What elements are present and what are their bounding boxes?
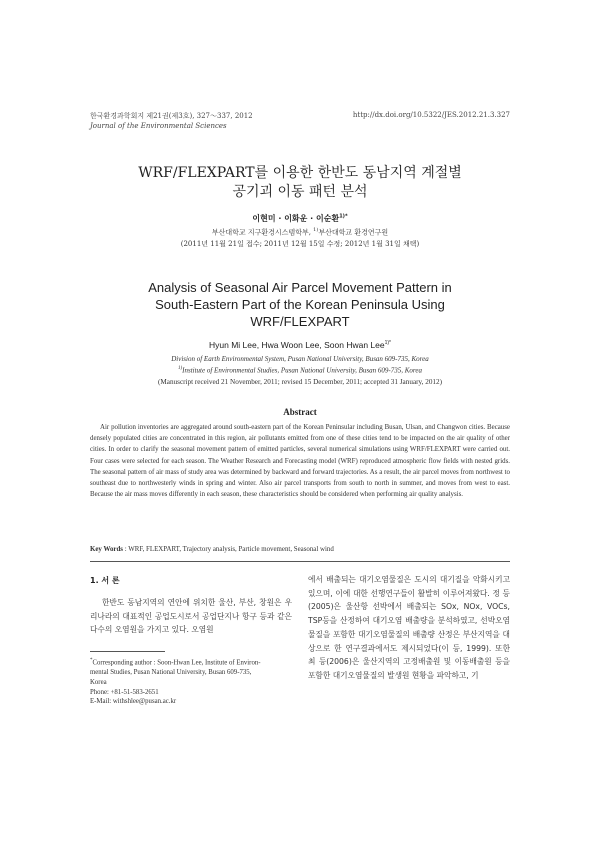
footnote-mark: *: [90, 658, 93, 663]
keywords: [90, 546, 510, 553]
authors-korean-names: 이현미 · 이화운 · 이순환: [252, 214, 340, 223]
title-english-line1: Analysis of Seasonal Air Parcel Movement Pattern in: [148, 280, 452, 295]
footnote-email: E-Mail: withshlee@pusan.ac.kr: [90, 698, 177, 706]
abstract-text: Air pollution inventories are aggregated around south-eastern part of the Korean Peninsular including Busan, Ulsan, and Changwon cities. Because densely populated cities are concentrated in this region, air pollutants emitted from one of these cities tend to be impacted on the air quality of other cities. In order to clarify the seasonal movement pattern of emitted particles, several numerical simulations using WRF/FLEXPART were carried out. Four cases were selected for each season. The Weather Research and Forecasting model (WRF) reproduced atmospheric flow fields with nested grids. The seasonal pattern of air mass of study area was determined by backward and forward trajectories. As a result, the air parcel moves from northwest to southeast due to northwesterly winds in spring and winter. Also air parcel transports from south to north in summer, and moves from west to east. Because the air mass moves differently in each season, these characteristics should be considered when performing air quality analysis.: [90, 424, 510, 499]
footnote-line-1: [90, 656, 295, 668]
affiliation-english-2-text: Institute of Environmental Studies, Pusan National University, Busan 609-735, Korea: [182, 366, 422, 375]
manuscript-dates: (Manuscript received 21 November, 2011; revised 15 December, 2011; accepted 31 January, 2012): [157, 378, 443, 386]
title-english-line3: WRF/FLEXPART: [250, 314, 350, 329]
affiliation-english-2: [0, 366, 600, 374]
section-heading-introduction: 1. 서 론: [90, 576, 120, 585]
keywords-text: : WRF, FLEXPART, Trajectory analysis, Particle movement, Seasonal wind: [123, 546, 334, 553]
title-korean-line1: WRF/FLEXPART를 이용한 한반도 동남지역 계절별: [138, 165, 462, 181]
footnote-corresponding-author: [90, 656, 295, 707]
affiliation-korean-second: 부산대학교 환경연구원: [318, 228, 389, 237]
footnote-line-2: mental Studies, Pusan National University, Busan 609-735,: [90, 669, 252, 677]
affiliation-korean-main: 부산대학교 지구환경시스템학부,: [211, 228, 314, 237]
authors-korean-sup: 1)*: [339, 213, 348, 220]
journal-name-en: Journal of the Environmental Sciences: [90, 122, 227, 130]
affiliation-english-1: Division of Earth Environmental System, Pusan National University, Busan 609-735, Korea: [171, 355, 429, 363]
affiliation-korean: [0, 227, 600, 237]
doi-link[interactable]: http://dx.doi.org/10.5322/JES.2012.21.3.327: [352, 111, 510, 119]
authors-korean: [0, 213, 600, 224]
affiliation-english-2-sup: 1): [178, 366, 183, 371]
section-divider: [90, 561, 510, 562]
authors-english-sup: 1)*: [384, 340, 392, 347]
title-korean-line2: 공기괴 이동 패턴 분석: [232, 184, 368, 200]
keywords-label: Key Words: [90, 546, 123, 553]
intro-paragraph-left: 한반도 동남지역의 연안에 위치한 울산, 부산, 창원은 우리나라의 대표적인 공업도시로서 공업단지나 항구 등과 같은 다수의 오염원을 가지고 있다. 오염원: [90, 598, 292, 635]
footnote-divider: [90, 651, 165, 652]
dates-korean: (2011년 11월 21일 접수; 2011년 12월 15일 수정; 2012년 1월 31일 채택): [180, 240, 420, 248]
footnote-phone: Phone: +81-51-583-2651: [90, 688, 159, 696]
authors-english-names: Hyun Mi Lee, Hwa Woon Lee, Soon Hwan Lee: [208, 340, 385, 350]
footnote-line-1-text: Corresponding author : Soon-Hwan Lee, Institute of Environ-: [92, 659, 261, 667]
affiliation-korean-sup: 1): [313, 227, 319, 233]
footnote-line-3: Korea: [90, 678, 107, 686]
authors-english: [0, 340, 600, 350]
abstract-heading: Abstract: [283, 407, 317, 417]
journal-citation-ko: 한국환경과학회지 제21권(제3호), 327～337, 2012: [90, 112, 253, 120]
intro-paragraph-right: 에서 배출되는 대기오염물질은 도시의 대기질을 악화시키고 있으며, 이에 대한 선행연구들이 활발히 이루어져왔다. 정 등(2005)은 울산항 선박에서 배출되는 SOx, NOx, VOCs, TSP등을 산정하여 대기오염 배출량을 분석하였고, 선박오염물질을 포함한 대기오염물질의 배출량 산정은 부산지역을 대상으로 한 연구결과에서도 제시되었다(이 등, 1999). 또한 최 등(2006)은 울산지역의 고정배출원 및 이동배출원 등을 포함한 대기오염물질의 발생원 현황을 파악하고, 기: [308, 575, 510, 680]
title-english-line2: South-Eastern Part of the Korean Peninsula Using: [155, 297, 445, 312]
